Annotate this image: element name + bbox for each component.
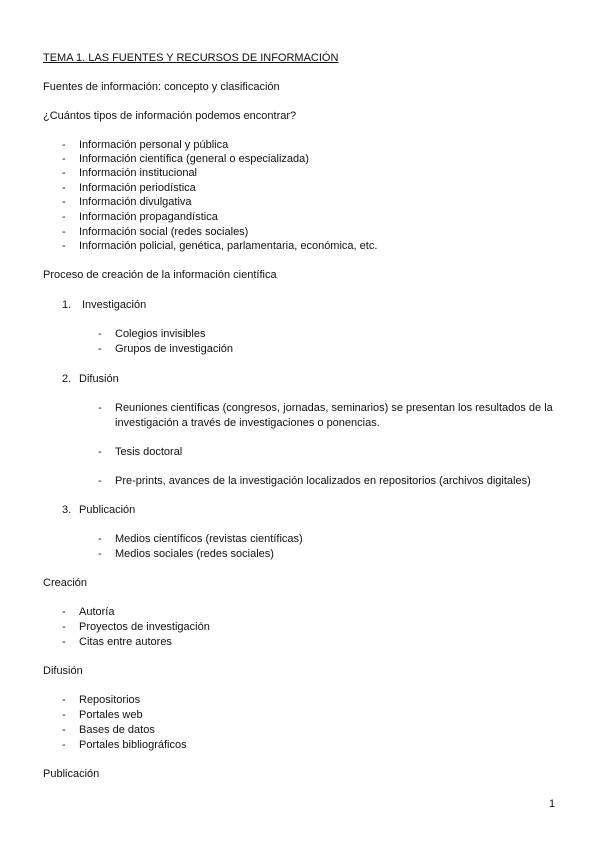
list-bullet: - (62, 739, 66, 751)
list-bullet: - (62, 636, 66, 648)
step-number: 1. (62, 299, 72, 311)
list-item: Colegios invisibles (115, 328, 206, 340)
creation-heading: Creación (43, 577, 88, 589)
list-bullet: - (98, 548, 102, 560)
process-heading: Proceso de creación de la información científica (43, 269, 277, 281)
list-item: Portales bibliográficos (79, 739, 187, 751)
list-item: Tesis doctoral (115, 446, 183, 458)
list-item: Citas entre autores (79, 636, 172, 648)
list-item: Medios científicos (revistas científicas) (115, 533, 303, 545)
step-label-difusion: Difusión (79, 373, 119, 385)
list-bullet: - (62, 167, 66, 179)
list-item: Bases de datos (79, 724, 155, 736)
list-bullet: - (62, 724, 66, 736)
step-number: 2. (62, 373, 72, 385)
question-text: ¿Cuántos tipos de información podemos encontrar? (43, 110, 297, 122)
list-bullet: - (62, 226, 66, 238)
list-item: Grupos de investigación (115, 343, 234, 355)
list-bullet: - (98, 533, 102, 545)
list-bullet: - (62, 621, 66, 633)
list-item: Repositorios (79, 694, 141, 706)
list-bullet: - (62, 709, 66, 721)
list-item: Proyectos de investigación (79, 621, 210, 633)
list-bullet: - (62, 196, 66, 208)
list-bullet: - (62, 211, 66, 223)
page-title: TEMA 1. LAS FUENTES Y RECURSOS DE INFORMACIÓN (43, 52, 339, 64)
list-bullet: - (62, 182, 66, 194)
list-item: Información periodística (79, 182, 196, 194)
step-number: 3. (62, 504, 72, 516)
list-bullet: - (98, 475, 102, 487)
list-item: Pre-prints, avances de la investigación localizados en repositorios (archivos digitales) (115, 475, 531, 487)
list-bullet: - (62, 153, 66, 165)
list-bullet: - (98, 446, 102, 458)
section-subtitle: Fuentes de información: concepto y clasificación (43, 81, 280, 93)
list-item: Autoría (79, 606, 115, 618)
page-number: 1 (549, 798, 556, 810)
list-bullet: - (98, 402, 102, 414)
list-bullet: - (62, 606, 66, 618)
publication-heading: Publicación (43, 768, 100, 780)
list-bullet: - (98, 343, 102, 355)
list-bullet: - (98, 328, 102, 340)
list-item: Información personal y pública (79, 139, 229, 151)
step-label-publicacion: Publicación (79, 504, 136, 516)
step-label-investigacion: Investigación (82, 299, 147, 311)
list-item: Portales web (79, 709, 143, 721)
list-item: Reuniones científicas (congresos, jornadas, seminarios) se presentan los resultados de la investigación a través de investigaciones o ponencias. (115, 402, 553, 429)
list-item: Información divulgativa (79, 196, 192, 208)
list-item: Medios sociales (redes sociales) (115, 548, 274, 560)
list-item: Información social (redes sociales) (79, 226, 249, 238)
list-bullet: - (62, 694, 66, 706)
list-item: Información propagandística (79, 211, 218, 223)
list-item: Información científica (general o especializada) (79, 153, 309, 165)
list-bullet: - (62, 139, 66, 151)
list-item: Información institucional (79, 167, 198, 179)
list-bullet: - (62, 240, 66, 252)
list-item: Información policial, genética, parlamentaria, económica, etc. (79, 240, 378, 252)
diffusion-heading: Difusión (43, 665, 83, 677)
